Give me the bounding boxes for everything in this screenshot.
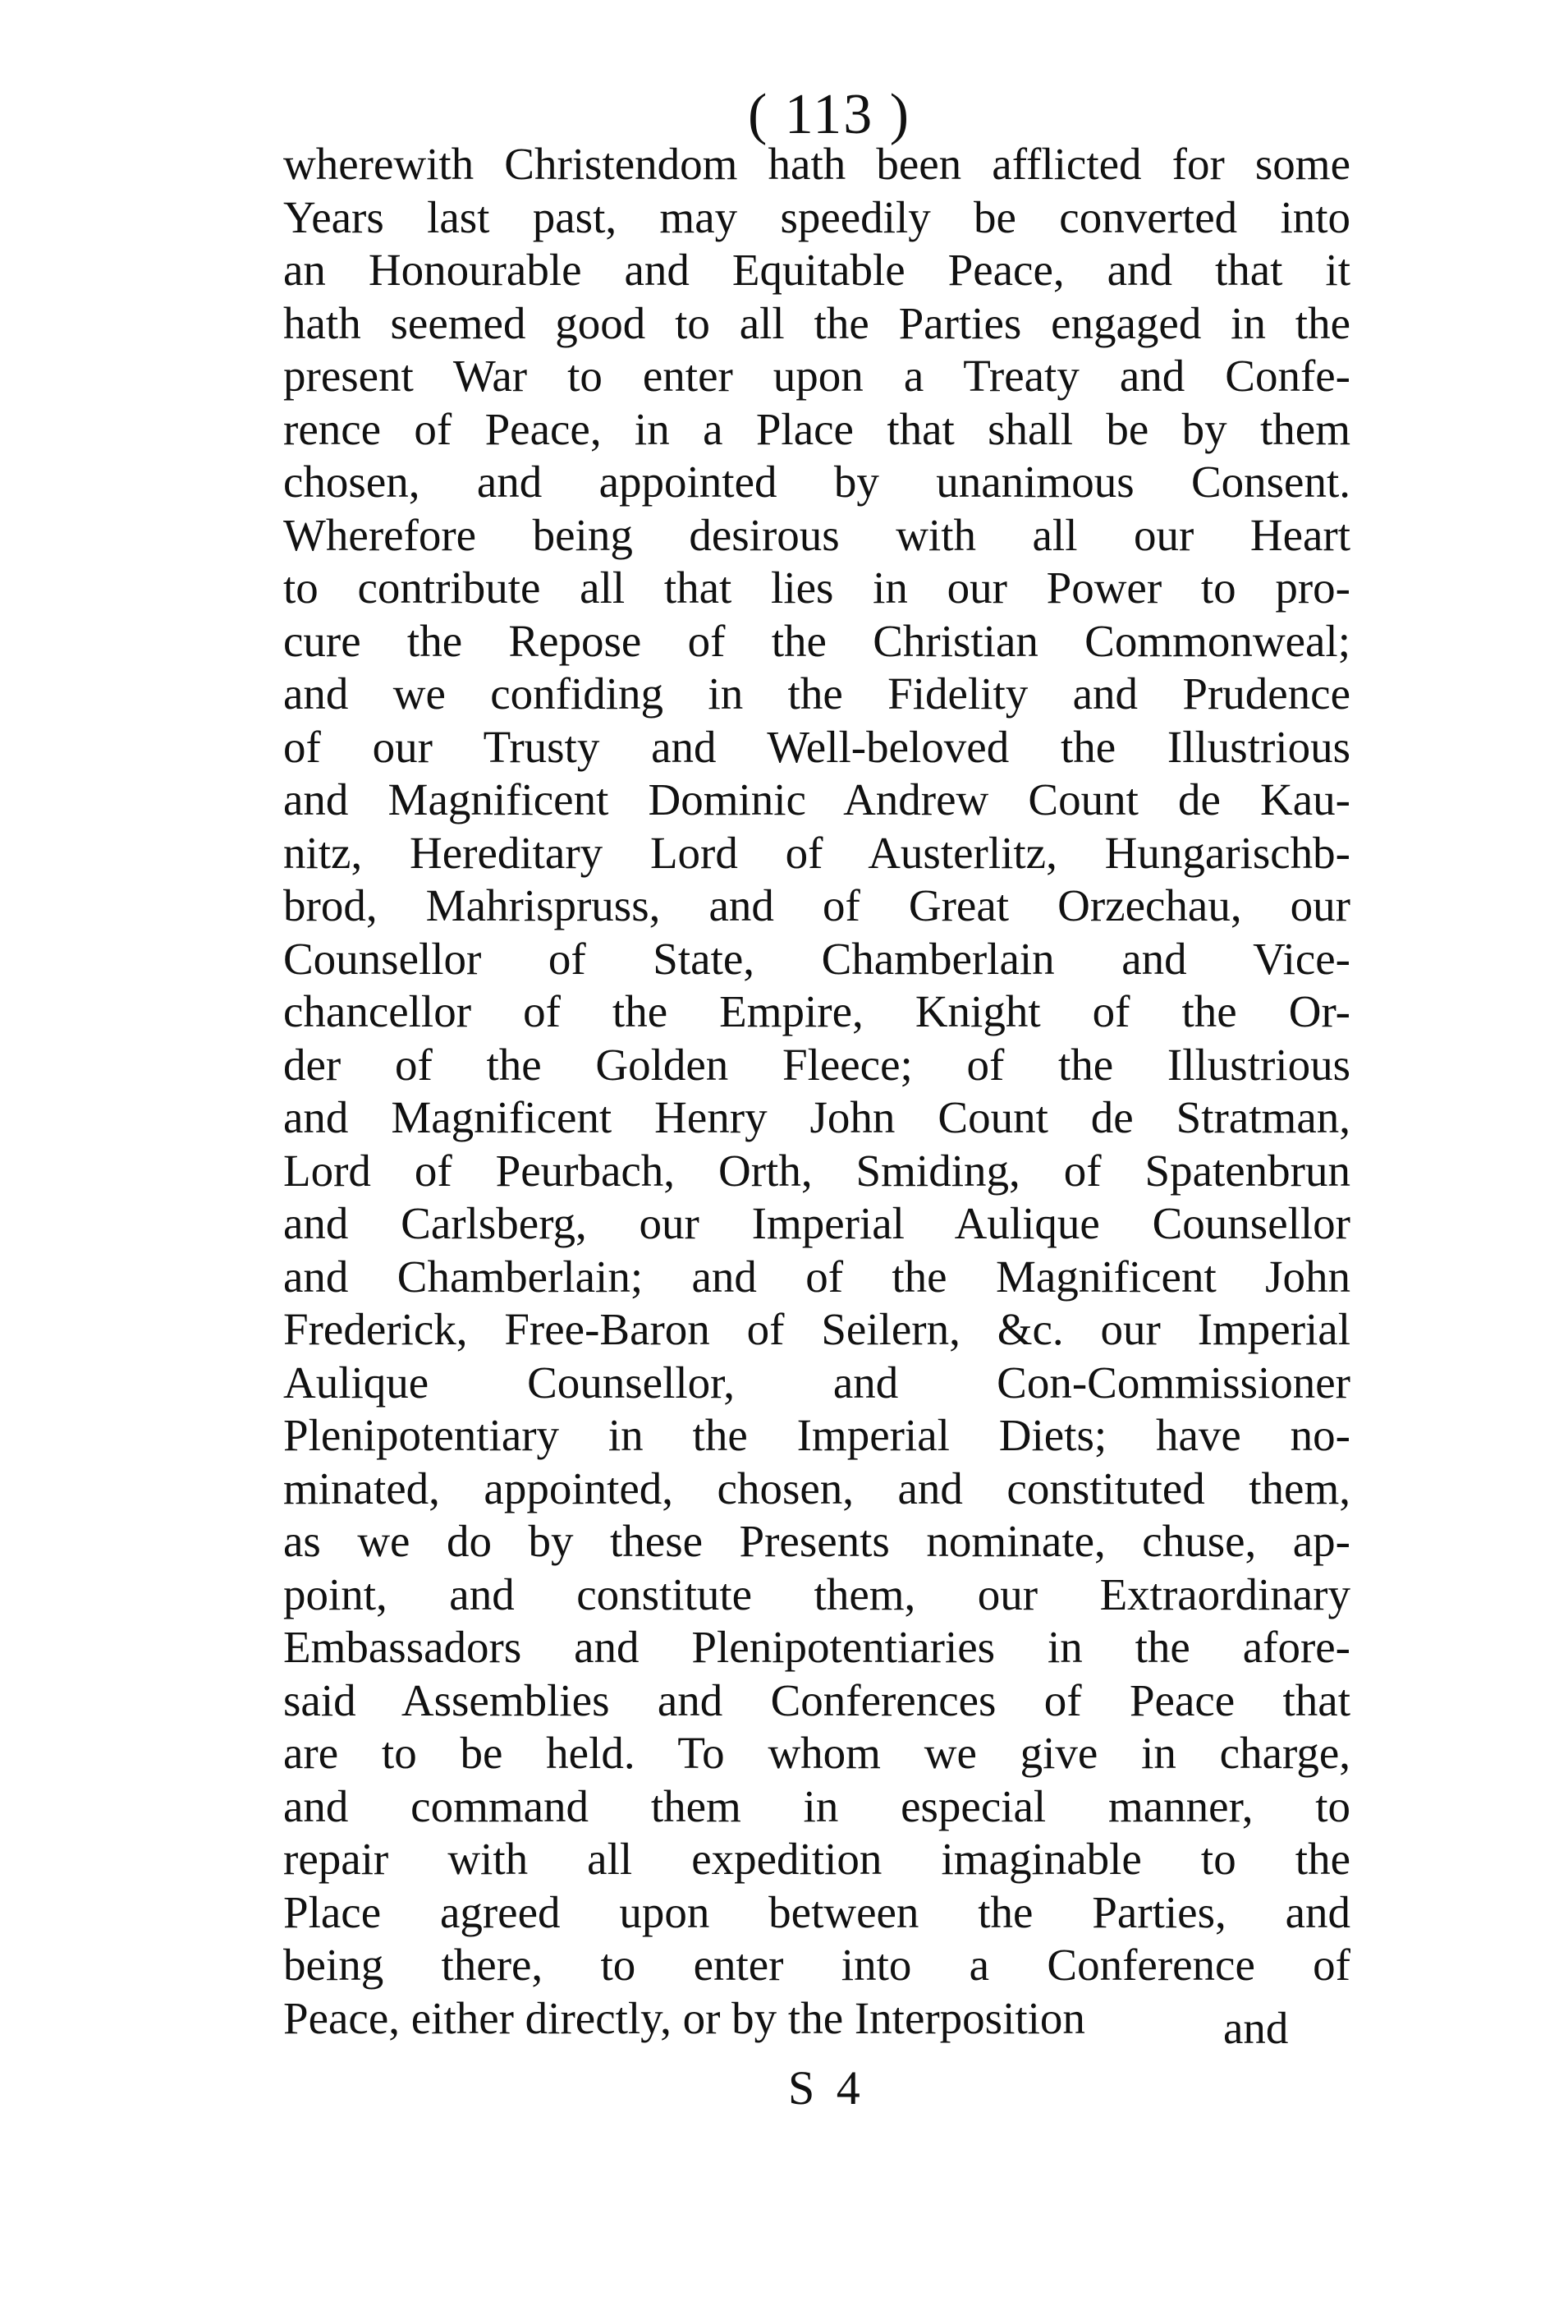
text-line: nitz, Hereditary Lord of Austerlitz, Hungarischb- — [283, 827, 1350, 878]
text-line: are to be held. To whom we give in charge, — [283, 1728, 1350, 1778]
text-line: Lord of Peurbach, Orth, Smiding, of Spatenbrun — [283, 1145, 1350, 1196]
text-line: brod, Mahrispruss, and of Great Orzechau, our — [283, 880, 1350, 930]
text-line: an Honourable and Equitable Peace, and that it — [283, 245, 1350, 295]
signature-mark: S 4 — [788, 2061, 865, 2115]
text-line: Place agreed upon between the Parties, and — [283, 1886, 1350, 1937]
text-line: Aulique Counsellor, and Con-Commissioner — [283, 1357, 1350, 1408]
text-line: Wherefore being desirous with all our Heart — [283, 509, 1350, 560]
text-line: chancellor of the Empire, Knight of the Or- — [283, 986, 1350, 1036]
text-line: present War to enter upon a Treaty and Confe- — [283, 351, 1350, 401]
text-line: minated, appointed, chosen, and constituted them, — [283, 1463, 1350, 1513]
text-line: chosen, and appointed by unanimous Consent. — [283, 457, 1350, 507]
text-line: being there, to enter into a Conference of — [283, 1940, 1350, 1990]
page-number: ( 113 ) — [747, 83, 911, 146]
text-line: cure the Repose of the Christian Commonweal; — [283, 615, 1350, 666]
text-line: and we confiding in the Fidelity and Prudence — [283, 668, 1350, 719]
text-line: as we do by these Presents nominate, chuse, ap- — [283, 1516, 1350, 1566]
text-line: and command them in especial manner, to — [283, 1780, 1350, 1831]
text-line: Embassadors and Plenipotentiaries in the afore- — [283, 1622, 1350, 1672]
text-line: said Assemblies and Conferences of Peace that — [283, 1674, 1350, 1725]
text-line: and Magnificent Henry John Count de Stratman, — [283, 1092, 1350, 1142]
text-line: Years last past, may speedily be converted into — [283, 191, 1350, 242]
text-line: to contribute all that lies in our Power to pro- — [283, 563, 1350, 613]
text-line: hath seemed good to all the Parties engaged in the — [283, 297, 1350, 348]
text-line: and Chamberlain; and of the Magnificent John — [283, 1251, 1350, 1302]
text-line: of our Trusty and Well-beloved the Illustrious — [283, 721, 1350, 772]
text-line: rence of Peace, in a Place that shall be by them — [283, 403, 1350, 454]
text-line: der of the Golden Fleece; of the Illustrious — [283, 1039, 1350, 1090]
text-line: Counsellor of State, Chamberlain and Vice- — [283, 933, 1350, 984]
text-line: Frederick, Free-Baron of Seilern, &c. our Imperial — [283, 1304, 1350, 1354]
body-text — [283, 138, 1350, 2045]
text-line: and Carlsberg, our Imperial Aulique Counsellor — [283, 1198, 1350, 1248]
text-line: Peace, either directly, or by the Interposition — [283, 1992, 1085, 2043]
text-line: repair with all expedition imaginable to the — [283, 1834, 1350, 1884]
catchword: and — [1223, 2003, 1289, 2053]
text-line: and Magnificent Dominic Andrew Count de Kau- — [283, 774, 1350, 824]
text-line: Plenipotentiary in the Imperial Diets; have no- — [283, 1410, 1350, 1460]
text-line: point, and constitute them, our Extraordinary — [283, 1568, 1350, 1619]
text-line: wherewith Christendom hath been afflicted for some — [283, 139, 1350, 189]
